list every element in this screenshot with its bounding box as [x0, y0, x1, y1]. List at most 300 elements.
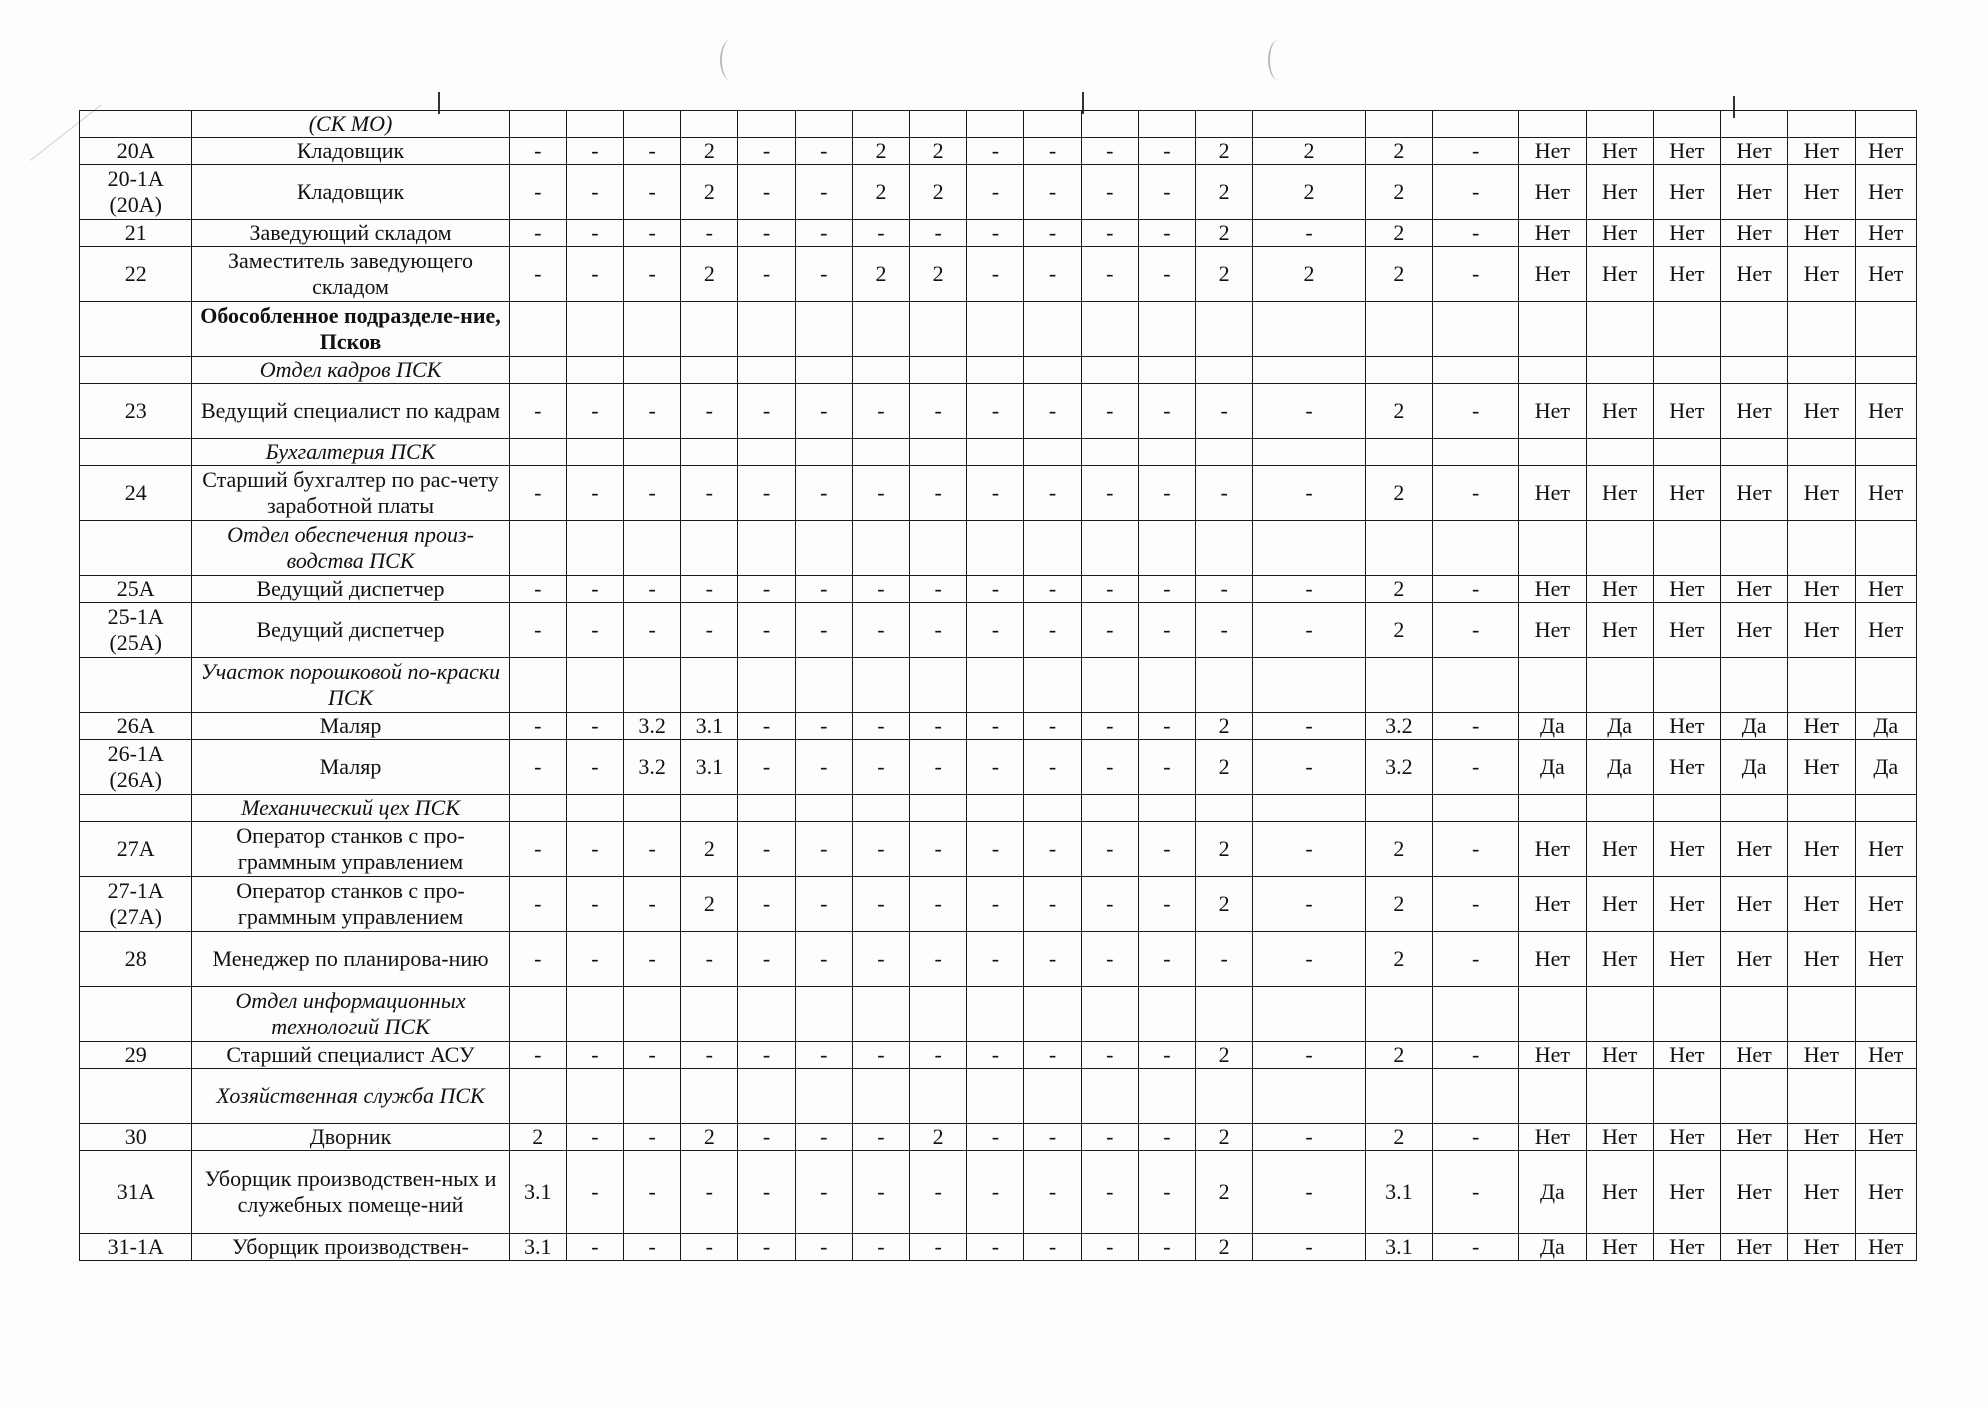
class-value-cell — [852, 521, 909, 576]
class-value-cell — [1365, 987, 1432, 1042]
class-value-cell — [967, 795, 1024, 822]
class-value-cell — [566, 1069, 623, 1124]
answer-cell: Нет — [1721, 932, 1788, 987]
answer-cell: Нет — [1788, 1151, 1855, 1234]
class-value-cell — [795, 357, 852, 384]
row-number-cell: 30 — [80, 1124, 192, 1151]
answer-cell: Нет — [1855, 220, 1916, 247]
table-row — [80, 740, 1917, 795]
class-value-cell — [1024, 1069, 1081, 1124]
class-value-cell: - — [1138, 1234, 1195, 1261]
class-value-cell: - — [738, 740, 795, 795]
class-value-cell: - — [624, 1151, 681, 1234]
answer-cell: Да — [1519, 740, 1586, 795]
answer-cell — [1653, 439, 1720, 466]
position-name-cell: Ведущий специалист по кадрам — [192, 384, 509, 439]
answer-cell: Нет — [1788, 713, 1855, 740]
class-value-cell: - — [624, 877, 681, 932]
position-name-cell: Старший бухгалтер по рас-чету заработной платы — [192, 466, 509, 521]
class-value-cell: - — [1138, 576, 1195, 603]
answer-cell: Нет — [1586, 822, 1653, 877]
class-value-cell: - — [967, 1234, 1024, 1261]
class-value-cell — [1432, 795, 1518, 822]
class-value-cell: - — [509, 165, 566, 220]
class-value-cell: - — [566, 1151, 623, 1234]
class-value-cell: 3.1 — [509, 1151, 566, 1234]
class-value-cell: - — [624, 165, 681, 220]
class-value-cell: - — [1024, 822, 1081, 877]
class-value-cell: - — [1081, 877, 1138, 932]
answer-cell: Да — [1586, 740, 1653, 795]
table-row — [80, 247, 1917, 302]
class-value-cell: - — [795, 165, 852, 220]
class-value-cell: - — [1024, 576, 1081, 603]
class-value-cell: - — [852, 877, 909, 932]
class-value-cell: - — [852, 1234, 909, 1261]
class-value-cell — [910, 795, 967, 822]
class-value-cell: - — [1081, 576, 1138, 603]
answer-cell: Нет — [1586, 1234, 1653, 1261]
class-value-cell: - — [967, 384, 1024, 439]
class-value-cell: - — [910, 603, 967, 658]
answer-cell: Нет — [1586, 932, 1653, 987]
answer-cell: Нет — [1721, 247, 1788, 302]
class-value-cell: - — [1138, 1042, 1195, 1069]
class-value-cell — [1365, 111, 1432, 138]
answer-cell — [1855, 439, 1916, 466]
answer-cell: Нет — [1519, 138, 1586, 165]
class-value-cell: - — [566, 576, 623, 603]
section-title-cell: Механический цех ПСК — [192, 795, 509, 822]
class-value-cell — [1138, 357, 1195, 384]
class-value-cell — [1138, 302, 1195, 357]
class-value-cell — [509, 987, 566, 1042]
position-name-cell: Уборщик производствен- — [192, 1234, 509, 1261]
answer-cell: Да — [1519, 1234, 1586, 1261]
answer-cell — [1788, 439, 1855, 466]
class-value-cell — [795, 987, 852, 1042]
answer-cell — [1855, 1069, 1916, 1124]
class-value-cell: 2 — [681, 165, 738, 220]
answer-cell — [1586, 1069, 1653, 1124]
answer-cell: Нет — [1653, 138, 1720, 165]
class-value-cell: - — [624, 932, 681, 987]
section-header-row — [80, 658, 1917, 713]
class-value-cell — [910, 111, 967, 138]
class-value-cell — [1024, 357, 1081, 384]
class-value-cell: 2 — [1365, 877, 1432, 932]
position-name-cell: Заведующий складом — [192, 220, 509, 247]
class-value-cell — [509, 302, 566, 357]
class-value-cell: - — [1138, 138, 1195, 165]
class-value-cell: 2 — [1365, 1042, 1432, 1069]
answer-cell: Нет — [1721, 1042, 1788, 1069]
answer-cell — [1653, 987, 1720, 1042]
class-value-cell: - — [738, 603, 795, 658]
class-value-cell — [910, 521, 967, 576]
answer-cell: Нет — [1721, 603, 1788, 658]
class-value-cell — [1196, 439, 1253, 466]
answer-cell — [1586, 521, 1653, 576]
class-value-cell: - — [1432, 740, 1518, 795]
class-value-cell: 2 — [1365, 932, 1432, 987]
class-value-cell — [1196, 302, 1253, 357]
class-value-cell: - — [1432, 138, 1518, 165]
class-value-cell — [566, 987, 623, 1042]
class-value-cell: 2 — [1365, 603, 1432, 658]
answer-cell — [1519, 795, 1586, 822]
class-value-cell — [624, 1069, 681, 1124]
class-value-cell: - — [967, 713, 1024, 740]
answer-cell — [1653, 795, 1720, 822]
class-value-cell — [681, 521, 738, 576]
answer-cell: Нет — [1653, 466, 1720, 521]
answer-cell: Нет — [1586, 138, 1653, 165]
position-name-cell: Дворник — [192, 1124, 509, 1151]
class-value-cell: - — [1432, 713, 1518, 740]
class-value-cell: 2 — [1196, 822, 1253, 877]
class-value-cell: - — [738, 384, 795, 439]
class-value-cell: - — [1081, 1042, 1138, 1069]
answer-cell: Нет — [1855, 466, 1916, 521]
class-value-cell — [1081, 302, 1138, 357]
class-value-cell — [1432, 658, 1518, 713]
class-value-cell — [795, 111, 852, 138]
table-row — [80, 138, 1917, 165]
section-header-row — [80, 521, 1917, 576]
class-value-cell: 2 — [852, 247, 909, 302]
table-row — [80, 466, 1917, 521]
answer-cell: Нет — [1855, 877, 1916, 932]
class-value-cell: - — [509, 247, 566, 302]
class-value-cell: - — [738, 247, 795, 302]
class-value-cell — [1081, 357, 1138, 384]
class-value-cell: - — [910, 384, 967, 439]
class-value-cell: - — [910, 713, 967, 740]
answer-cell: Нет — [1855, 822, 1916, 877]
row-number-cell: 20-1А (20А) — [80, 165, 192, 220]
answer-cell: Да — [1586, 713, 1653, 740]
answer-cell: Да — [1519, 713, 1586, 740]
class-value-cell: - — [1138, 603, 1195, 658]
class-value-cell: 2 — [910, 138, 967, 165]
class-value-cell — [566, 795, 623, 822]
class-value-cell — [967, 357, 1024, 384]
class-value-cell: - — [795, 466, 852, 521]
row-number-cell: 27-1А (27А) — [80, 877, 192, 932]
position-name-cell: Маляр — [192, 740, 509, 795]
class-value-cell: - — [1432, 822, 1518, 877]
class-value-cell — [1081, 987, 1138, 1042]
answer-cell — [1653, 302, 1720, 357]
row-number-cell: 31А — [80, 1151, 192, 1234]
answer-cell: Нет — [1653, 1042, 1720, 1069]
answer-cell — [1788, 658, 1855, 713]
section-title-cell: Отдел кадров ПСК — [192, 357, 509, 384]
answer-cell: Нет — [1788, 1124, 1855, 1151]
class-value-cell — [967, 658, 1024, 713]
class-value-cell: 2 — [1196, 1234, 1253, 1261]
class-value-cell — [1253, 111, 1365, 138]
answer-cell: Нет — [1653, 165, 1720, 220]
section-header-row — [80, 439, 1917, 466]
class-value-cell — [624, 521, 681, 576]
answer-cell — [1586, 658, 1653, 713]
class-value-cell: - — [967, 877, 1024, 932]
class-value-cell: - — [566, 220, 623, 247]
class-value-cell: - — [967, 740, 1024, 795]
class-value-cell — [509, 521, 566, 576]
row-number-cell: 25-1А (25А) — [80, 603, 192, 658]
class-value-cell — [738, 439, 795, 466]
answer-cell: Нет — [1519, 603, 1586, 658]
class-value-cell — [738, 302, 795, 357]
class-value-cell — [624, 439, 681, 466]
class-value-cell: 2 — [1253, 247, 1365, 302]
class-value-cell: - — [681, 384, 738, 439]
class-value-cell: - — [1138, 247, 1195, 302]
class-value-cell: - — [1432, 576, 1518, 603]
table-row — [80, 713, 1917, 740]
class-value-cell — [1138, 439, 1195, 466]
class-value-cell — [1196, 987, 1253, 1042]
class-value-cell: - — [1253, 220, 1365, 247]
class-value-cell — [910, 302, 967, 357]
class-value-cell: - — [1024, 603, 1081, 658]
answer-cell: Нет — [1788, 247, 1855, 302]
class-value-cell: - — [1024, 1124, 1081, 1151]
row-number-cell: 21 — [80, 220, 192, 247]
class-value-cell: - — [509, 603, 566, 658]
section-title-cell: Обособленное подразделе-ние, Псков — [192, 302, 509, 357]
class-value-cell: - — [566, 466, 623, 521]
class-value-cell: - — [795, 1042, 852, 1069]
class-value-cell — [795, 439, 852, 466]
answer-cell: Нет — [1721, 384, 1788, 439]
class-value-cell: - — [1024, 877, 1081, 932]
class-value-cell — [1253, 302, 1365, 357]
position-name-cell: Кладовщик — [192, 165, 509, 220]
class-value-cell — [738, 1069, 795, 1124]
class-value-cell — [1138, 795, 1195, 822]
answer-cell — [1519, 658, 1586, 713]
answer-cell — [1855, 357, 1916, 384]
class-value-cell — [1081, 521, 1138, 576]
position-name-cell: Ведущий диспетчер — [192, 603, 509, 658]
answer-cell — [1855, 658, 1916, 713]
answer-cell — [1855, 111, 1916, 138]
class-value-cell — [852, 357, 909, 384]
answer-cell: Нет — [1586, 466, 1653, 521]
class-value-cell — [681, 302, 738, 357]
class-value-cell: - — [681, 1151, 738, 1234]
class-value-cell: - — [1253, 932, 1365, 987]
class-value-cell: - — [1138, 877, 1195, 932]
class-value-cell — [1253, 1069, 1365, 1124]
answer-cell — [1788, 357, 1855, 384]
class-value-cell: - — [738, 165, 795, 220]
class-value-cell: - — [795, 384, 852, 439]
answer-cell — [1519, 111, 1586, 138]
class-value-cell: - — [624, 247, 681, 302]
answer-cell — [1721, 357, 1788, 384]
answer-cell — [1653, 1069, 1720, 1124]
answer-cell: Да — [1855, 740, 1916, 795]
class-value-cell — [566, 111, 623, 138]
row-number-cell: 26-1А (26А) — [80, 740, 192, 795]
class-value-cell: - — [1253, 1042, 1365, 1069]
class-value-cell: - — [566, 877, 623, 932]
class-value-cell — [624, 111, 681, 138]
class-value-cell — [795, 795, 852, 822]
class-value-cell: - — [852, 220, 909, 247]
answer-cell — [1788, 302, 1855, 357]
class-value-cell — [1196, 1069, 1253, 1124]
answer-cell: Нет — [1653, 740, 1720, 795]
class-value-cell: - — [1081, 740, 1138, 795]
class-value-cell — [1432, 1069, 1518, 1124]
answer-cell — [1788, 795, 1855, 822]
class-value-cell — [738, 111, 795, 138]
answer-cell: Нет — [1855, 576, 1916, 603]
class-value-cell: - — [624, 384, 681, 439]
class-value-cell: - — [1138, 1124, 1195, 1151]
class-value-cell: - — [852, 1124, 909, 1151]
row-number-cell: 25А — [80, 576, 192, 603]
answer-cell: Да — [1721, 713, 1788, 740]
class-value-cell: - — [1253, 713, 1365, 740]
class-value-cell: - — [1024, 713, 1081, 740]
class-value-cell: 2 — [1196, 713, 1253, 740]
class-value-cell — [509, 658, 566, 713]
class-value-cell — [967, 439, 1024, 466]
class-value-cell: - — [738, 877, 795, 932]
class-value-cell — [910, 357, 967, 384]
class-value-cell — [795, 302, 852, 357]
class-value-cell: - — [1024, 165, 1081, 220]
class-value-cell — [967, 302, 1024, 357]
class-value-cell: - — [1081, 165, 1138, 220]
table-row — [80, 1042, 1917, 1069]
answer-cell — [1788, 521, 1855, 576]
class-value-cell: 2 — [1365, 165, 1432, 220]
class-value-cell: - — [566, 603, 623, 658]
class-value-cell — [624, 795, 681, 822]
class-value-cell — [509, 439, 566, 466]
table-row — [80, 603, 1917, 658]
class-value-cell — [1081, 111, 1138, 138]
class-value-cell: - — [566, 1124, 623, 1151]
class-value-cell: 2 — [1253, 138, 1365, 165]
class-value-cell: - — [1432, 247, 1518, 302]
answer-cell: Нет — [1788, 466, 1855, 521]
class-value-cell — [852, 302, 909, 357]
answer-cell — [1519, 987, 1586, 1042]
class-value-cell — [967, 987, 1024, 1042]
answer-cell: Нет — [1586, 1124, 1653, 1151]
class-value-cell: 3.1 — [1365, 1234, 1432, 1261]
class-value-cell: - — [967, 576, 1024, 603]
class-value-cell — [1196, 521, 1253, 576]
answer-cell: Нет — [1788, 1234, 1855, 1261]
answer-cell: Нет — [1855, 932, 1916, 987]
class-value-cell: - — [1024, 932, 1081, 987]
class-value-cell — [1024, 795, 1081, 822]
class-value-cell: - — [1138, 713, 1195, 740]
answer-cell — [1721, 795, 1788, 822]
class-value-cell: 2 — [852, 138, 909, 165]
row-number-cell — [80, 987, 192, 1042]
answer-cell: Нет — [1653, 877, 1720, 932]
class-value-cell — [1196, 357, 1253, 384]
class-value-cell: - — [967, 603, 1024, 658]
class-value-cell: - — [967, 1151, 1024, 1234]
position-name-cell: Оператор станков с про-граммным управлением — [192, 877, 509, 932]
class-value-cell — [967, 111, 1024, 138]
class-value-cell: - — [566, 1234, 623, 1261]
class-value-cell — [566, 302, 623, 357]
class-value-cell: 2 — [1196, 740, 1253, 795]
class-value-cell: - — [967, 1042, 1024, 1069]
class-value-cell — [852, 658, 909, 713]
answer-cell: Нет — [1721, 1151, 1788, 1234]
class-value-cell: - — [624, 1124, 681, 1151]
class-value-cell: 2 — [1196, 165, 1253, 220]
table-row — [80, 165, 1917, 220]
class-value-cell: - — [1138, 220, 1195, 247]
class-value-cell: - — [910, 740, 967, 795]
answer-cell: Нет — [1586, 603, 1653, 658]
row-number-cell: 29 — [80, 1042, 192, 1069]
class-value-cell: 2 — [1365, 384, 1432, 439]
class-value-cell: - — [1432, 220, 1518, 247]
answer-cell — [1586, 302, 1653, 357]
class-value-cell: - — [1081, 220, 1138, 247]
class-value-cell — [1024, 111, 1081, 138]
answer-cell: Нет — [1788, 576, 1855, 603]
class-value-cell: - — [566, 247, 623, 302]
class-value-cell: - — [967, 932, 1024, 987]
class-value-cell: 2 — [1196, 247, 1253, 302]
answer-cell — [1586, 987, 1653, 1042]
row-number-cell: 28 — [80, 932, 192, 987]
class-value-cell: - — [509, 138, 566, 165]
section-header-row — [80, 111, 1917, 138]
answer-cell: Нет — [1788, 740, 1855, 795]
class-value-cell — [1024, 521, 1081, 576]
row-number-cell — [80, 302, 192, 357]
class-value-cell: - — [910, 1042, 967, 1069]
class-value-cell: - — [967, 466, 1024, 521]
class-value-cell — [681, 439, 738, 466]
table-row — [80, 220, 1917, 247]
class-value-cell — [1138, 987, 1195, 1042]
answer-cell — [1586, 111, 1653, 138]
class-value-cell: - — [1024, 1234, 1081, 1261]
answer-cell — [1855, 302, 1916, 357]
answer-cell: Нет — [1519, 932, 1586, 987]
class-value-cell — [1365, 795, 1432, 822]
class-value-cell — [624, 658, 681, 713]
answer-cell: Нет — [1653, 1124, 1720, 1151]
answer-cell — [1586, 439, 1653, 466]
class-value-cell — [681, 658, 738, 713]
class-value-cell: 3.2 — [1365, 740, 1432, 795]
table-row — [80, 1124, 1917, 1151]
class-value-cell: - — [795, 603, 852, 658]
class-value-cell: 2 — [1196, 1042, 1253, 1069]
answer-cell: Нет — [1788, 1042, 1855, 1069]
